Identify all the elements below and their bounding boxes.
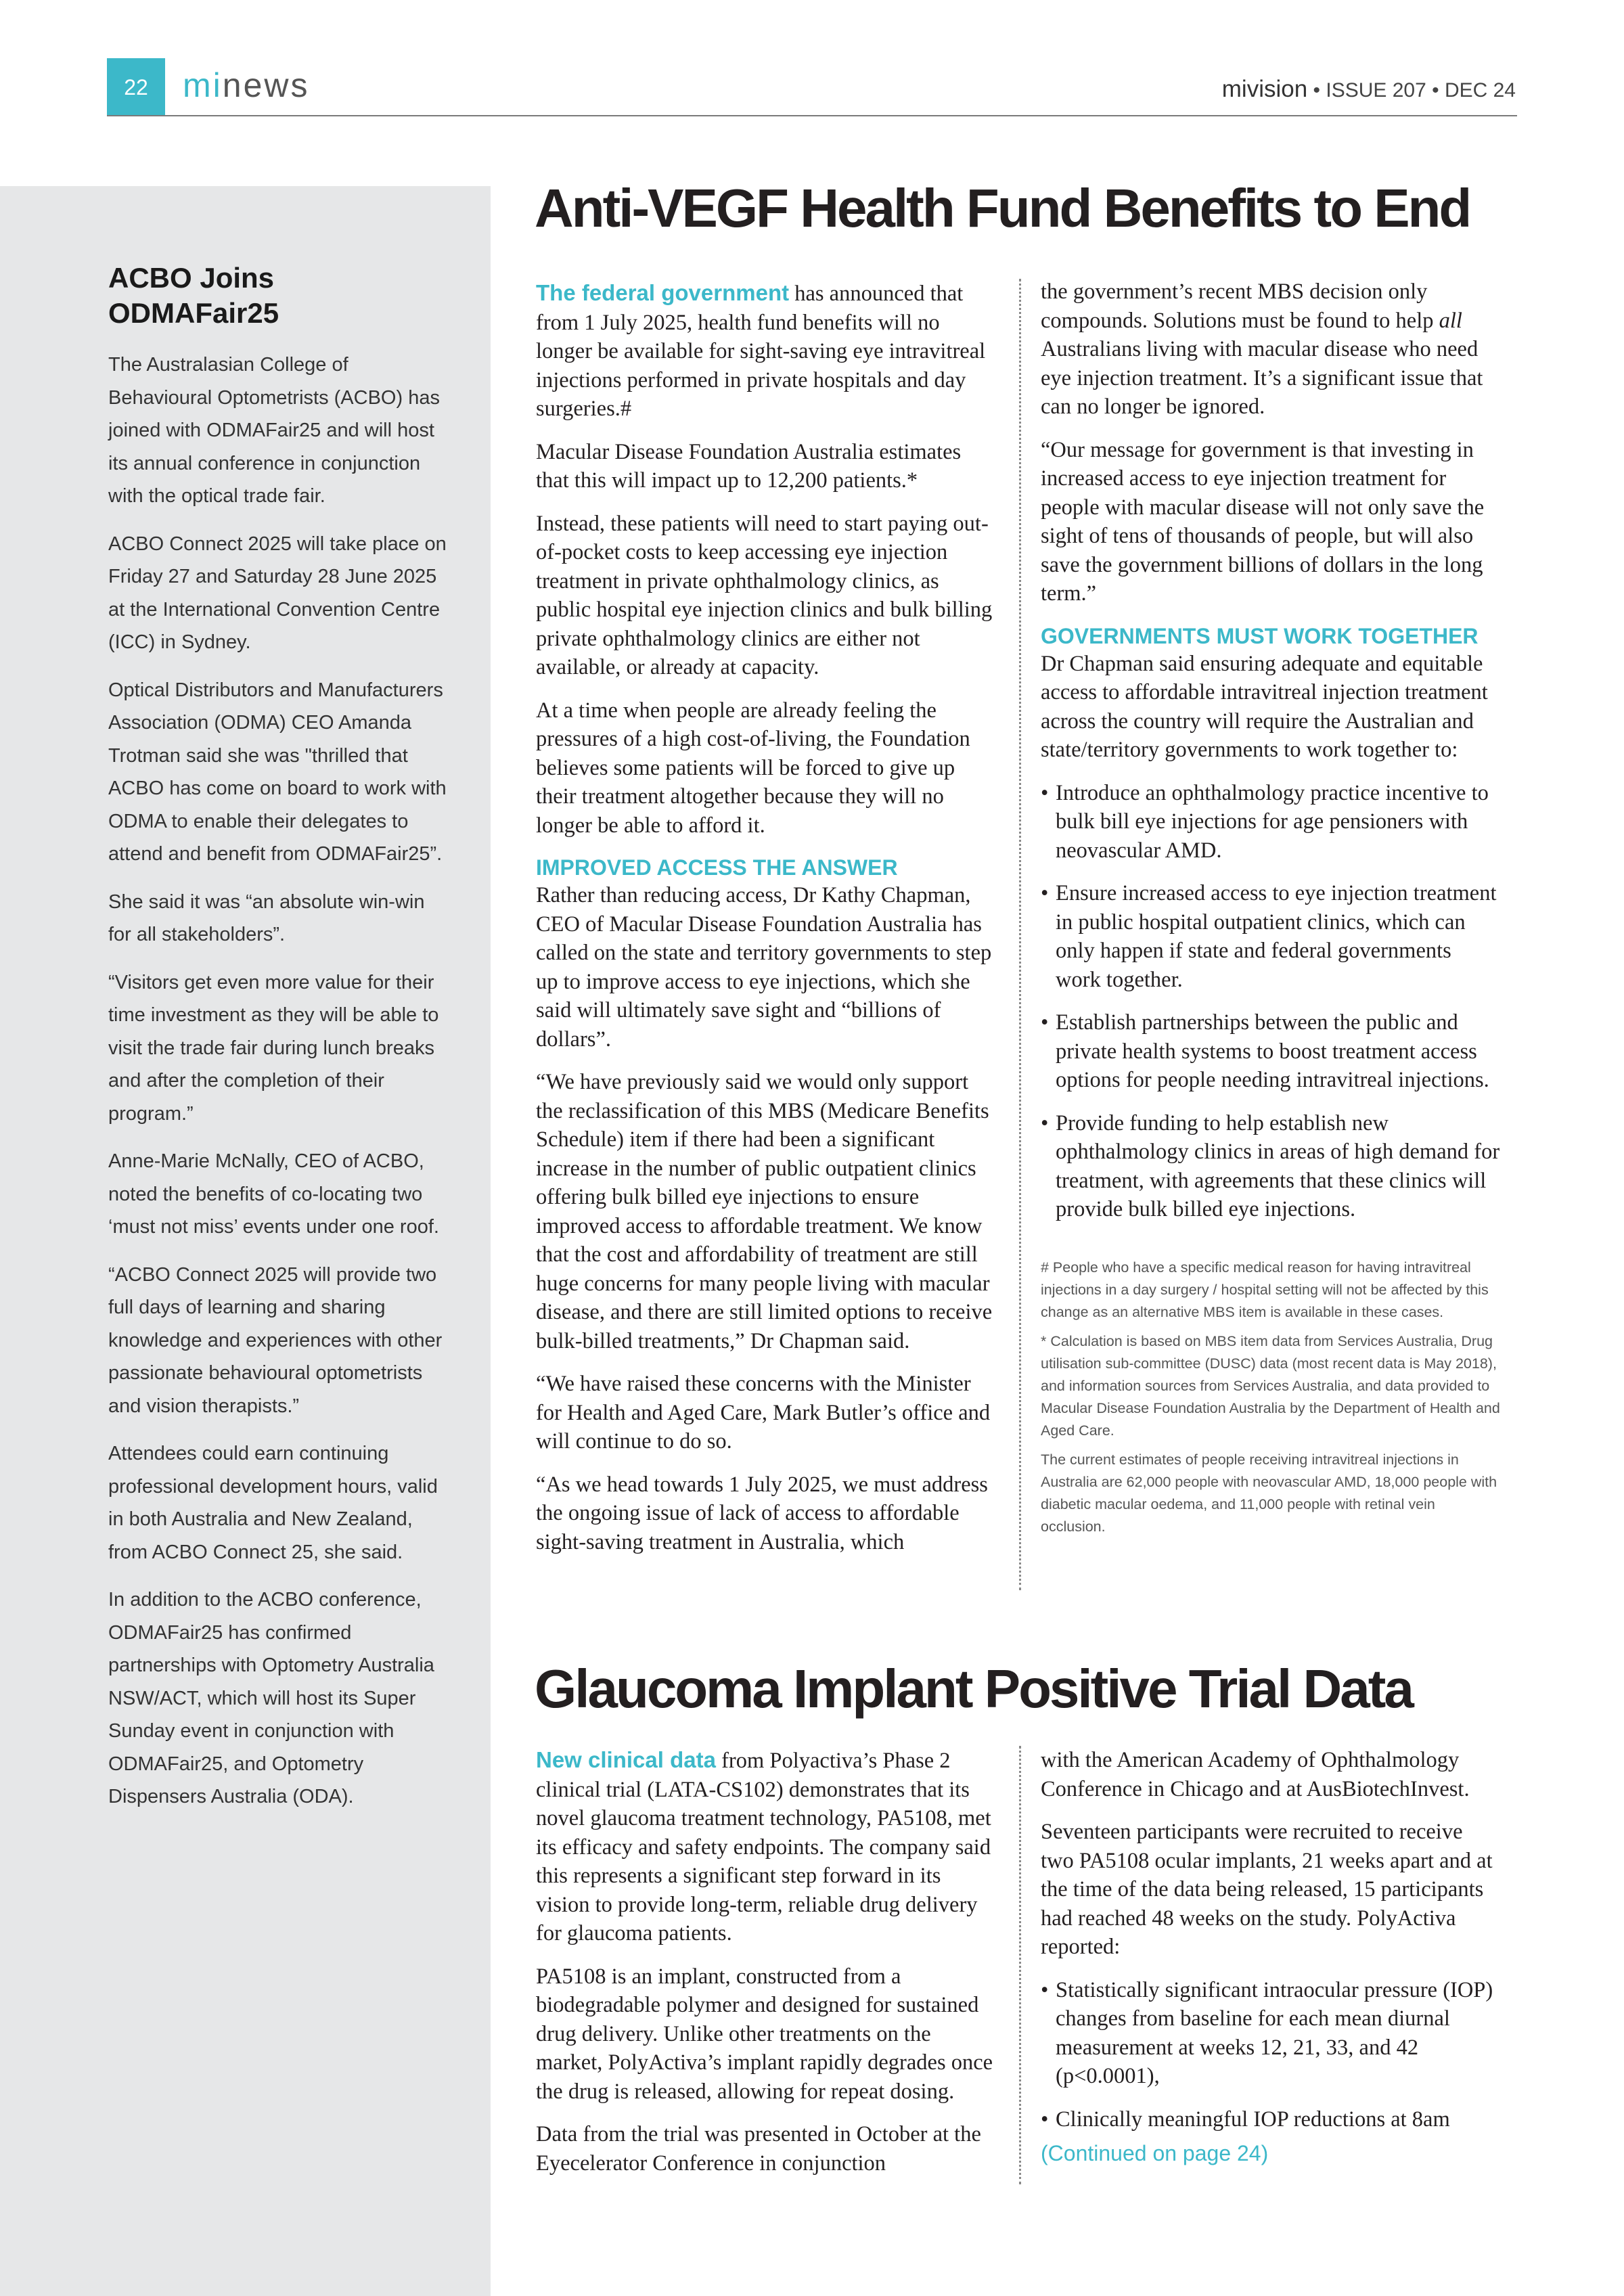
bullet-text: Introduce an ophthalmology practice incentive to bulk bill eye injections for age pensioners with neovascular AMD. (1056, 780, 1489, 863)
article-headline-glaucoma: Glaucoma Implant Positive Trial Data (535, 1659, 1412, 1719)
column-divider (1019, 1746, 1021, 2184)
bullet-item (1041, 779, 1501, 865)
article-paragraph: “As we head towards 1 July 2025, we must address the ongoing issue of lack of access to affordable sight-saving treatment in Australia, which (536, 1472, 988, 1554)
header-rule (107, 115, 1517, 116)
bullet-text: Statistically significant intraocular pressure (IOP) changes from baseline for each mean diurnal measurement at weeks 12, 21, 33, and 42 (p<0.0001), (1056, 1977, 1493, 2088)
publication-name: mivision (1221, 76, 1308, 102)
bullet-icon: • (1041, 1110, 1049, 1135)
sidebar-article (108, 261, 447, 1828)
sidebar-paragraph: She said it was “an absolute win-win for all stakeholders”. (108, 891, 425, 945)
article-paragraph: Dr Chapman said ensuring adequate and equitable access to affordable intravitreal injection treatment across the country will require the Australian and state/territory governments to work together to: (1041, 651, 1488, 762)
article-paragraph: Seventeen participants were recruited to receive two PA5108 ocular implants, 21 weeks apart and at the time of the data being released, 15 participants had reached 48 weeks on the study. PolyActiva reported: (1041, 1820, 1493, 1959)
bullet-icon: • (1041, 1977, 1049, 2002)
bullet-text: Establish partnerships between the public and private health systems to boost treatment access options for people needing intravitreal injections. (1056, 1010, 1489, 1092)
bullet-list (1041, 1976, 1501, 2134)
footnote: # People who have a specific medical reason for having intravitreal injections in a day surgery / hospital setting will not be affected by this change as an alternative MBS item is available in these cases. (1041, 1259, 1489, 1320)
continued-link[interactable]: (Continued on page 24) (1041, 2141, 1269, 2165)
article1-column-right (1041, 277, 1501, 1545)
article-paragraph: Macular Disease Foundation Australia estimates that this will impact up to 12,200 patients.* (536, 439, 962, 493)
paragraph-text: from Polyactiva’s Phase 2 clinical trial (LATA-CS102) demonstrates that its novel glaucoma treatment technology, PA5108, met its efficacy and safety endpoints. The company said this represents a significant step forward in its vision to provide long-term, reliable drug delivery for glaucoma patients. (536, 1749, 991, 1945)
article2-column-right (1041, 1746, 1501, 2167)
footnote: * Calculation is based on MBS item data from Services Australia, Drug utilisation sub-committee (DUSC) data (most recent data is May 2018), and information sources from Services Australia, and data provided to Macular Disease Foundation Australia by the Department of Health and Aged Care. (1041, 1332, 1500, 1439)
article-paragraph: Instead, these patients will need to start paying out-of-pocket costs to keep accessing eye injection treatment in private ophthalmology clinics, as public hospital eye injection clinics and bulk billing private ophthalmology clinics are either not available, or already at capacity. (536, 511, 993, 679)
sidebar-paragraph: In addition to the ACBO conference, ODMAFair25 has confirmed partnerships with Optometry Australia NSW/ACT, which will host its Super Sunday event in conjunction with ODMAFair25, and Optometry Dispensers Australia (ODA). (108, 1589, 434, 1807)
article-paragraph: Data from the trial was presented in October at the Eyecelerator Conference in conjunction (536, 2122, 981, 2176)
sidebar (0, 186, 491, 2296)
bullet-item (1041, 2105, 1501, 2134)
article-paragraph: “We have previously said we would only support the reclassification of this MBS (Medicare Benefits Schedule) item if there had been a significant increase in the number of public outpatient clinics offering bulk billed eye injections to ensure improved access to affordable treatment. We know that the cost and affordability of treatment are still huge concerns for many people living with macular disease, and there are still limited options to receive bulk-billed treatments,” Dr Chapman said. (536, 1070, 993, 1353)
section-name (183, 65, 310, 106)
sidebar-paragraph: The Australasian College of Behavioural Optometrists (ACBO) has joined with ODMAFair25 and will host its annual conference in conjunction with the optical trade fair. (108, 354, 440, 507)
bullet-icon: • (1041, 881, 1049, 905)
article1-column-left (536, 279, 996, 1571)
bullet-icon: • (1041, 1010, 1049, 1035)
sidebar-paragraph: ACBO Connect 2025 will take place on Friday 27 and Saturday 28 June 2025 at the International Convention Centre (ICC) in Sydney. (108, 533, 447, 653)
column-divider (1019, 279, 1021, 1590)
footnotes (1041, 1257, 1501, 1538)
bullet-item (1041, 879, 1501, 994)
bullet-text: Clinically meaningful IOP reductions at 8am (1056, 2107, 1450, 2132)
bullet-item (1041, 1976, 1501, 2091)
issue-info: • ISSUE 207 • DEC 24 (1307, 79, 1516, 102)
sidebar-paragraph: “ACBO Connect 2025 will provide two full days of learning and sharing knowledge and experiences with other passionate behavioural optometrists and vision therapists.” (108, 1263, 443, 1417)
bullet-list (1041, 779, 1501, 1224)
emphasis-text: all (1439, 308, 1462, 333)
article-paragraph: Rather than reducing access, Dr Kathy Chapman, CEO of Macular Disease Foundation Australia has called on the state and territory governments to step up to improve access to eye injections, which she said will ultimately save sight and “billions of dollars”. (536, 883, 992, 1052)
article-paragraph: “Our message for government is that investing in increased access to eye injection treatment for people with macular disease will not only save the sight of tens of thousands of people, but will also save the government billions of dollars in the long term.” (1041, 437, 1485, 606)
sidebar-paragraph: Anne-Marie McNally, CEO of ACBO, noted the benefits of co-locating two ‘must not miss’ events under one roof. (108, 1150, 439, 1238)
lead-in: New clinical data (536, 1747, 716, 1772)
article-paragraph: “We have raised these concerns with the Minister for Health and Aged Care, Mark Butler’s office and will continue to do so. (536, 1372, 991, 1454)
page-header (0, 0, 1624, 122)
bullet-icon: • (1041, 2107, 1049, 2132)
bullet-text: Provide funding to help establish new ophthalmology clinics in areas of high demand for treatment, with agreements that these clinics will provide bulk billed eye injections. (1056, 1110, 1500, 1221)
article-paragraph: with the American Academy of Ophthalmology Conference in Chicago and at AusBiotechInvest. (1041, 1748, 1470, 1801)
article2-column-left (536, 1746, 996, 2192)
issue-line (1222, 76, 1516, 104)
bullet-icon: • (1041, 780, 1049, 805)
article-paragraph (536, 279, 996, 424)
sidebar-paragraph: Optical Distributors and Manufacturers Association (ODMA) CEO Amanda Trotman said she was "thrilled that ACBO has come on board to work with ODMA to enable their delegates to attend and benefit from ODMAFair25”. (108, 679, 447, 865)
section-name-prefix: mi (183, 66, 223, 104)
article-paragraph: At a time when people are already feeling the pressures of a high cost-of-living, the Foundation believes some patients will be forced to give up their treatment altogether because they will no longer be able to afford it. (536, 698, 970, 838)
sidebar-paragraph: Attendees could earn continuing professional development hours, valid in both Australia and New Zealand, from ACBO Connect 25, she said. (108, 1443, 438, 1563)
bullet-text: Ensure increased access to eye injection treatment in public hospital outpatient clinics, which can only happen if state and federal governments work together. (1056, 881, 1497, 992)
sidebar-title: ACBO Joins ODMAFair25 (108, 262, 279, 329)
paragraph-text: the government’s recent MBS decision only compounds. Solutions must be found to help (1041, 279, 1439, 333)
paragraph-text: has announced that from 1 July 2025, health fund benefits will no longer be available for sight-saving eye intravitreal injections performed in private hospitals and day surgeries.# (536, 282, 986, 421)
article-paragraph (1041, 277, 1501, 422)
article-paragraph: PA5108 is an implant, constructed from a biodegradable polymer and designed for sustained drug delivery. Unlike other treatments on the market, PolyActiva’s implant rapidly degrades once the drug is released, allowing for repeat dosing. (536, 1964, 993, 2104)
bullet-item (1041, 1109, 1501, 1224)
subhead-governments: GOVERNMENTS MUST WORK TOGETHER (1041, 623, 1479, 648)
page-number: 22 (107, 58, 165, 116)
section-name-suffix: news (222, 66, 310, 104)
article-headline-anti-vegf: Anti-VEGF Health Fund Benefits to End (535, 178, 1470, 238)
article-paragraph (536, 1746, 996, 1948)
footnote: The current estimates of people receiving intravitreal injections in Australia are 62,000 people with neovascular AMD, 18,000 people with diabetic macular oedema, and 11,000 people with retinal vein occlusion. (1041, 1451, 1497, 1535)
paragraph-text: Australians living with macular disease who need eye injection treatment. It’s a significant issue that can no longer be ignored. (1041, 337, 1483, 419)
lead-in: The federal government (536, 280, 790, 305)
subhead-improved-access: IMPROVED ACCESS THE ANSWER (536, 855, 898, 880)
sidebar-paragraph: “Visitors get even more value for their time investment as they will be able to visit the trade fair during lunch breaks and after the completion of their program.” (108, 971, 439, 1125)
bullet-item (1041, 1008, 1501, 1095)
